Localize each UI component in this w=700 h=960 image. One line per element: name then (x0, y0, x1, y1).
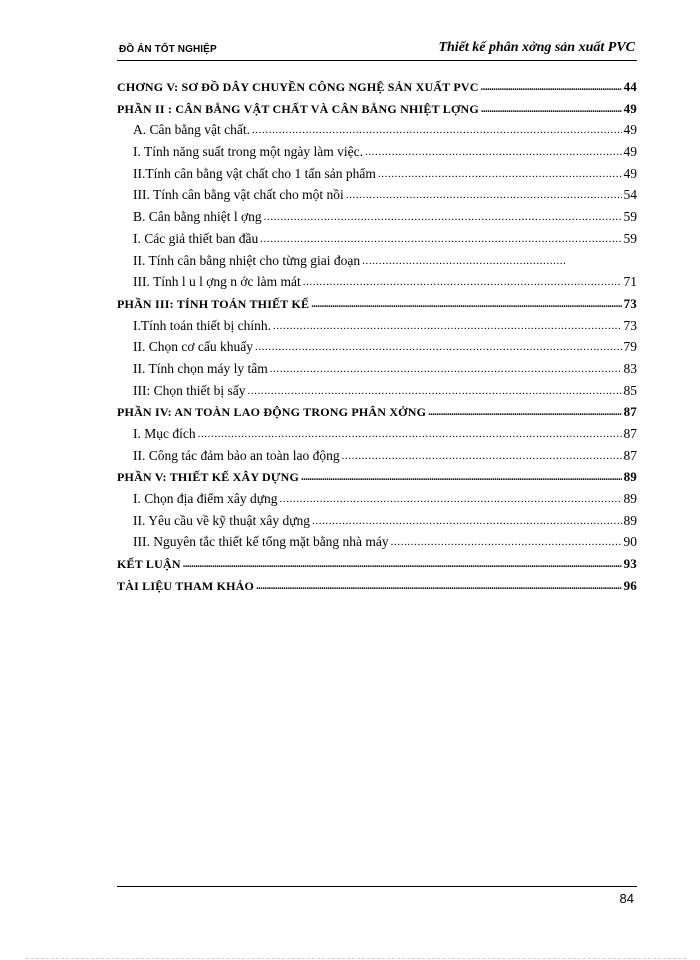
toc-page-number: 87 (623, 426, 637, 441)
toc-dot-leader (481, 79, 622, 91)
toc-entry-title: PHẦN IV: AN TOÀN LAO ĐỘNG TRONG PHÂN XỞNG (117, 405, 427, 420)
toc-entry (117, 166, 637, 188)
page-edge (26, 958, 686, 959)
toc-page-number: 87 (623, 447, 637, 463)
toc-section-entry (117, 556, 637, 578)
toc-dot-leader (280, 491, 622, 503)
header-right-title: Thiết kế phân xởng sản xuất PVC (438, 40, 635, 55)
toc-entry-title: II. Yêu cầu về kỹ thuật xây dựng (133, 512, 311, 528)
toc-page-number: 90 (623, 534, 637, 550)
footer-page-number: 84 (619, 891, 634, 906)
toc-dot-leader (303, 274, 622, 286)
toc-entry-title: II. Công tác đảm bảo an toàn lao động (133, 447, 340, 463)
toc-page-number: 49 (623, 144, 637, 160)
toc-entry (117, 513, 637, 535)
toc-entry (117, 231, 637, 253)
toc-entry (117, 426, 637, 448)
toc-entry-title: A. Cân bằng vật chất. (133, 122, 250, 138)
toc-entry-title: B. Cân bằng nhiệt l ợng (133, 209, 262, 225)
toc-entry-title: TÀI LIỆU THAM KHẢO (117, 578, 255, 593)
toc-page-number: 73 (623, 317, 637, 333)
toc-entry-title: PHẦN III: TÍNH TOÁN THIẾT KẾ (117, 296, 310, 311)
toc-page-number: 73 (623, 295, 637, 311)
toc-dot-leader (273, 318, 622, 330)
toc-section-entry (117, 296, 637, 318)
toc-dot-leader (378, 166, 622, 178)
toc-entry (117, 534, 637, 556)
toc-entry-title: III. Nguyên tắc thiết kế tổng mặt bằng nhà máy (133, 534, 389, 550)
toc-page-number: 44 (623, 79, 637, 94)
toc-page-number: 89 (623, 491, 637, 507)
toc-entry (117, 448, 637, 470)
toc-entry (117, 339, 637, 361)
toc-page-number: 49 (623, 122, 637, 138)
toc-page-number: 96 (623, 577, 637, 593)
toc-entry-title: I. Tính năng suất trong một ngày làm việc. (133, 144, 363, 160)
toc-dot-leader (264, 209, 622, 221)
toc-dot-leader (312, 513, 621, 525)
toc-dot-leader (346, 187, 622, 199)
toc-entry-title: CHƠNG V: SƠ ĐỒ DÂY CHUYỀN CÔNG NGHỆ SẢN XUẤT PVC (117, 80, 479, 94)
toc-dot-leader (260, 231, 621, 243)
toc-entry-title: I. Các giả thiết ban đầu (133, 230, 259, 246)
toc-section-entry (117, 101, 637, 123)
toc-page-number: 89 (623, 512, 637, 528)
toc-entry (117, 361, 637, 383)
toc-entry-title: I.Tính toán thiết bị chính. (133, 317, 271, 333)
toc-page-number: 71 (623, 274, 637, 290)
toc-section-entry (117, 469, 637, 491)
toc-entry (117, 209, 637, 231)
toc-page-number: 59 (623, 209, 637, 225)
toc-dot-leader (198, 426, 622, 438)
toc-page-number: 89 (623, 469, 637, 485)
toc-entry (117, 187, 637, 209)
toc-page-number: 59 (623, 230, 637, 246)
toc-dot-leader (311, 296, 621, 308)
toc-entry-title: II. Chọn cơ cấu khuấy (133, 339, 253, 355)
toc-page-number: 79 (623, 339, 637, 355)
toc-dot-leader (183, 556, 622, 568)
toc-dot-leader (428, 404, 621, 416)
toc-section-entry (117, 404, 637, 426)
toc-dot-leader (252, 122, 622, 134)
header-left-title: ĐỒ ÁN TỐT NGHIỆP (119, 44, 217, 55)
table-of-contents (117, 79, 637, 600)
toc-dot-leader (256, 578, 622, 590)
toc-dot-leader (255, 339, 622, 351)
toc-dot-leader (247, 383, 621, 395)
toc-page-number: 83 (623, 360, 637, 376)
toc-page-number: 49 (623, 100, 637, 116)
page-header (117, 40, 637, 61)
toc-entry (117, 383, 637, 405)
toc-dot-leader (481, 101, 622, 113)
toc-entry-title: III: Chọn thiết bị sấy (133, 382, 246, 398)
toc-entry (117, 274, 637, 296)
toc-dot-leader (270, 361, 622, 373)
toc-entry (117, 491, 637, 513)
toc-dot-leader (342, 448, 622, 460)
toc-page-number: 93 (623, 556, 637, 572)
toc-page-number: 54 (623, 187, 637, 203)
toc-page-number: 85 (623, 382, 637, 398)
toc-entry (117, 253, 637, 275)
toc-dot-leader (301, 469, 622, 481)
toc-section-entry (117, 578, 637, 600)
toc-entry-title: III. Tính cân bằng vật chất cho một nồi (133, 187, 344, 203)
toc-dot-leader (391, 534, 622, 546)
toc-entry-title: II. Tính chọn máy ly tâm (133, 360, 268, 376)
toc-entry (117, 144, 637, 166)
toc-entry-title: II.Tính cân bằng vật chất cho 1 tấn sản phẩm (133, 165, 376, 181)
toc-dot-leader (362, 253, 567, 265)
toc-section-entry (117, 79, 637, 101)
toc-dot-leader (365, 144, 622, 156)
toc-entry-title: I. Mục đích (133, 426, 196, 441)
toc-page-number: 49 (623, 165, 637, 181)
footer-divider (117, 886, 637, 887)
toc-entry-title: PHẦN V: THIẾT KẾ XÂY DỰNG (117, 470, 300, 485)
toc-entry (117, 122, 637, 144)
toc-entry-title: PHẦN II : CÂN BẰNG VẬT CHẤT VÀ CÂN BẰNG NHIỆT LỢNG (117, 101, 479, 116)
toc-entry-title: III. Tính l u l ợng n ớc làm mát (133, 274, 301, 290)
toc-entry-title: II. Tính cân bằng nhiệt cho từng giai đoạn (133, 252, 361, 268)
toc-entry-title: KẾT LUẬN (117, 557, 181, 572)
toc-page-number: 87 (623, 404, 637, 420)
toc-entry (117, 318, 637, 340)
toc-entry-title: I. Chọn địa điểm xây dựng (133, 491, 278, 507)
